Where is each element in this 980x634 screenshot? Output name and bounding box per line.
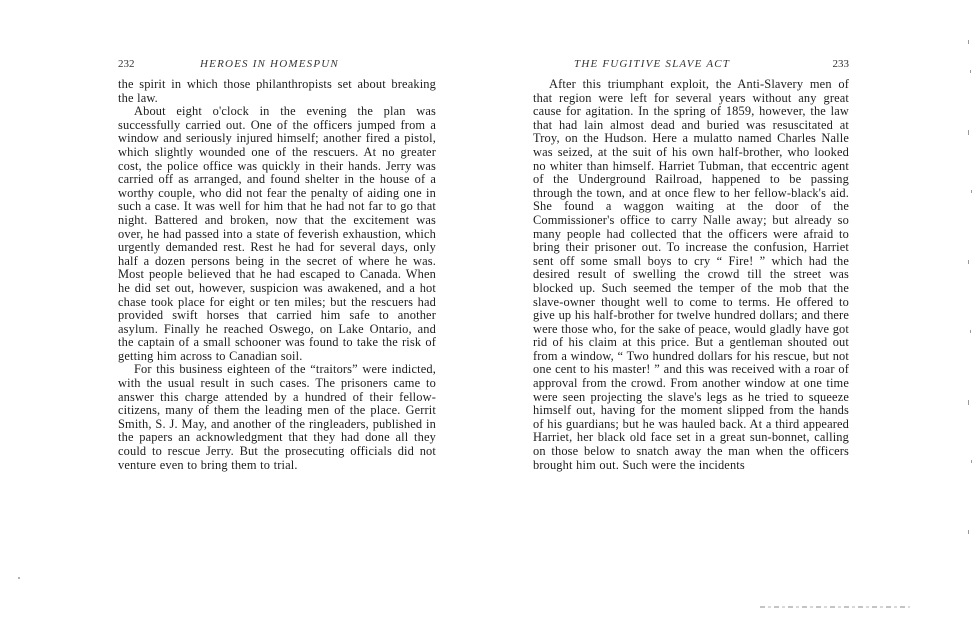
left-paragraph-3: For this business eighteen of the “traitors” were indicted, with the usual result in such cases. The prisoners came to answer this charge attended by a hundred of their fellow-citizens, many of them the leading men of the place. Gerrit Smith, S. J. May, and another of the ringleaders, published in the papers an acknowledgment that they had done all they could to rescue Jerry. But the prosecuting officials did not venture even to bring them to trial. [118, 362, 436, 472]
right-paragraph-1: After this triumphant exploit, the Anti-Slavery men of that region were left for several years without any great cause for agitation. In the spring of 1859, however, the law that had lain almost dead and buried was resuscitated at Troy, on the Hudson. Here a mulatto named Charles Nalle was seized, at the suit of his own half-brother, who looked no whiter than himself. Harriet Tubman, that eccentric agent of the Underground Railroad, happened to be passing through the town, and at once flew to her fellow-black's aid. She found a waggon waiting at the door of the Commissioner's office to carry Nalle away; but already so many people had collected that the officers were afraid to bring their prisoner out. To increase the confusion, Harriet sent off some small boys to cry “ Fire! ” which had the desired result of swelling the crowd till the street was blocked up. Such seemed the temper of the mob that the slave-owner thought well to come to terms. He offered to give up his half-brother for twelve hundred dollars; and there were those who, for the sake of peace, would gladly have got rid of his claim at this price. But a gentleman shouted out from a window, “ Two hundred dollars for his rescue, but not one cent to his master! ” and this was received with a roar of approval from the crowd. From another window at one time were seen projecting the slave's legs as he tried to squeeze himself out, having for the moment slipped from the hands of his guardians; but he was hauled back. At a third appeared Harriet, her black old face set in a great sun-bonnet, calling on those below to snatch away the man when the officers brought him out. Such were the incidents [533, 77, 849, 472]
right-page-number: 233 [832, 58, 849, 70]
left-page-number: 232 [118, 58, 135, 70]
left-paragraph-1: the spirit in which those philanthropists set about breaking the law. [118, 77, 436, 105]
left-running-head [118, 57, 436, 71]
right-page [490, 0, 980, 634]
scan-artifact [760, 606, 910, 608]
right-body-text [533, 78, 849, 472]
page-edge-marks [968, 30, 974, 550]
left-body-text [118, 78, 436, 472]
dust-speck [18, 577, 20, 579]
left-running-title: HEROES IN HOMESPUN [200, 58, 339, 70]
left-paragraph-2: About eight o'clock in the evening the plan was successfully carried out. One of the officers jumped from a window and seriously injured himself; another fired a pistol, which slightly wounded one of the rescuers. At no greater cost, the police office was quickly in their hands. Jerry was carried off as arranged, and found shelter in the house of a worthy couple, who did not fear the penalty of aiding one in such a case. It was well for him that he had not far to go that night. Battered and broken, now that the excitement was over, he had passed into a state of feverish exhaustion, which urgently demanded rest. Rest he had for several days, only half a dozen persons being in the secret of where he was. Most people believed that he had escaped to Canada. When he did set out, however, suspicion was awakened, and a hot chase took place for eight or ten miles; but the rescuers had provided swift horses that carried him safe to another asylum. Finally he reached Oswego, on Lake Ontario, and the captain of a small schooner was found to take the risk of getting him across to Canadian soil. [118, 104, 436, 363]
right-running-title: THE FUGITIVE SLAVE ACT [574, 58, 731, 70]
right-running-head [533, 57, 849, 71]
